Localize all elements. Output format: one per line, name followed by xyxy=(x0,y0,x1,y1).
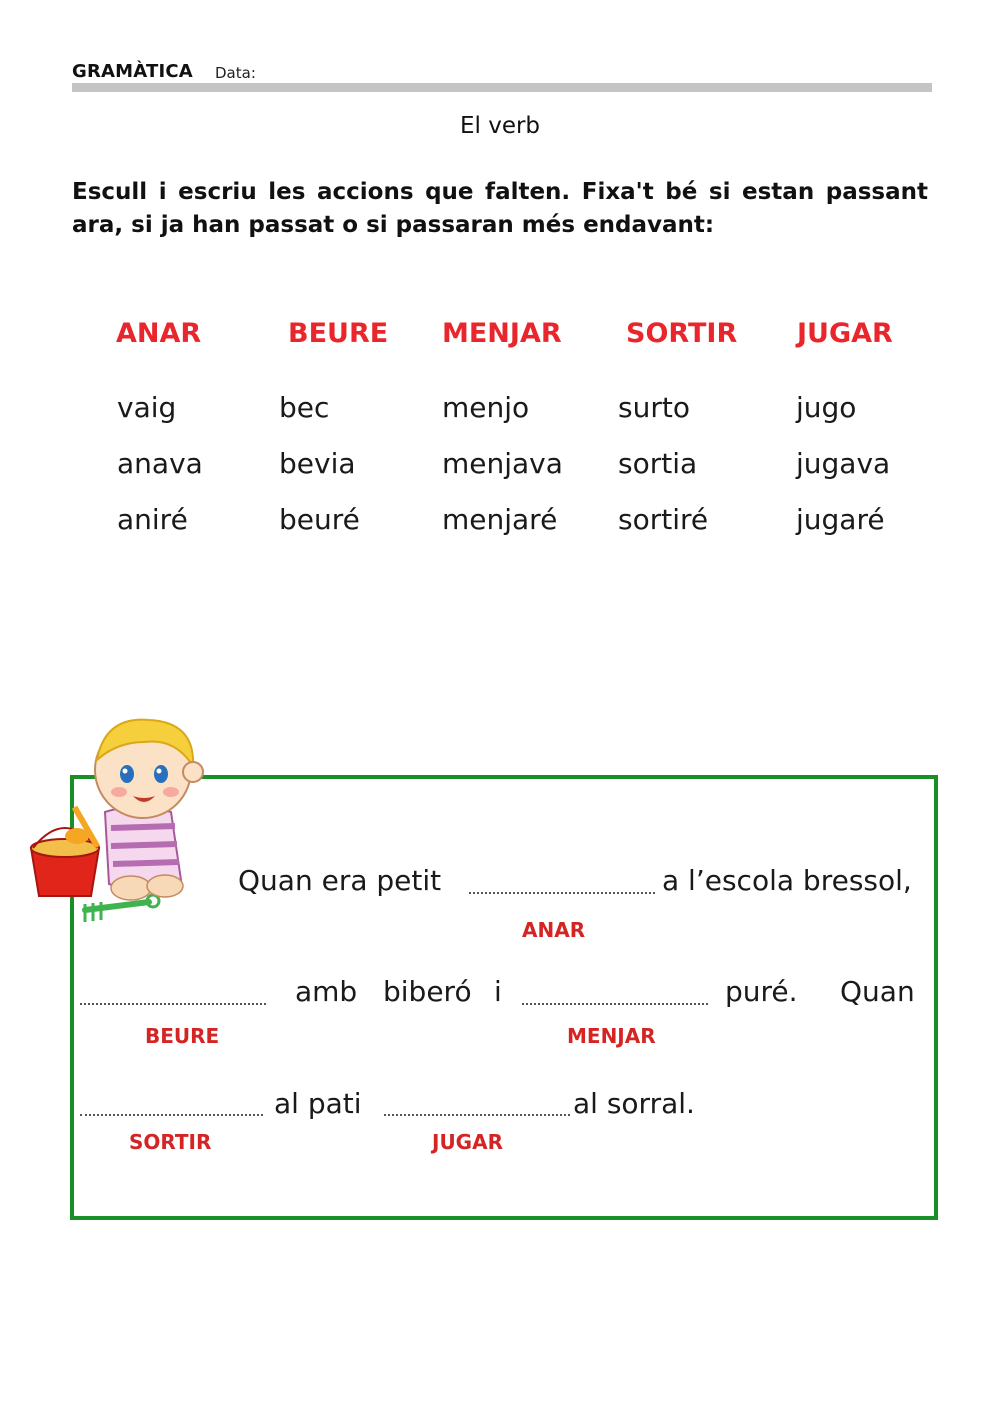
sentence-word: Quan xyxy=(840,975,915,1008)
hint-beure: BEURE xyxy=(145,1024,220,1048)
header-divider xyxy=(72,83,932,92)
verb-form: jugaré xyxy=(796,503,885,536)
verb-form: menjaré xyxy=(442,503,558,536)
verb-form: jugo xyxy=(796,391,857,424)
sentence-word: biberó xyxy=(383,975,472,1008)
verb-form: beuré xyxy=(279,503,360,536)
verb-form: jugava xyxy=(796,447,891,480)
answer-blank-menjar[interactable] xyxy=(522,1003,708,1005)
verb-form: sortia xyxy=(618,447,698,480)
verb-form: menjava xyxy=(442,447,563,480)
verb-form: bevia xyxy=(279,447,356,480)
verb-heading-anar: ANAR xyxy=(116,318,202,349)
sentence-line3-word2: al sorral. xyxy=(573,1087,695,1120)
verb-form: menjo xyxy=(442,391,530,424)
header-title: GRAMÀTICA xyxy=(72,61,193,82)
baby-with-bucket-illustration xyxy=(25,708,220,938)
sentence-word: puré. xyxy=(725,975,798,1008)
page-subtitle: El verb xyxy=(459,113,541,139)
verb-form: sortiré xyxy=(618,503,709,536)
answer-blank-anar[interactable] xyxy=(469,892,655,894)
answer-blank-beure[interactable] xyxy=(80,1003,266,1005)
verb-form: anava xyxy=(117,447,203,480)
answer-blank-sortir[interactable] xyxy=(80,1114,263,1116)
verb-form: aniré xyxy=(117,503,188,536)
hint-menjar: MENJAR xyxy=(567,1024,656,1048)
verb-form: surto xyxy=(618,391,690,424)
date-label: Data: xyxy=(215,64,256,82)
sentence-word: amb xyxy=(295,975,358,1008)
hint-jugar: JUGAR xyxy=(432,1130,503,1154)
sentence-word: i xyxy=(494,975,502,1008)
verb-heading-beure: BEURE xyxy=(288,318,389,349)
sentence-line1-start: Quan era petit xyxy=(238,864,442,897)
verb-heading-menjar: MENJAR xyxy=(442,318,562,349)
instructions: Escull i escriu les accions que falten. Fixa't bé si estan passant ara, si ja han passat o si passaran més endavant: xyxy=(72,179,928,238)
sentence-line1-end: a l’escola bressol, xyxy=(662,864,912,897)
verb-heading-jugar: JUGAR xyxy=(797,318,893,349)
answer-blank-jugar[interactable] xyxy=(384,1114,570,1116)
verb-form: bec xyxy=(279,391,330,424)
sentence-line3-word1: al pati xyxy=(274,1087,362,1120)
hint-sortir: SORTIR xyxy=(129,1130,212,1154)
hint-anar: ANAR xyxy=(522,918,586,942)
verb-heading-sortir: SORTIR xyxy=(626,318,738,349)
verb-form: vaig xyxy=(117,391,177,424)
